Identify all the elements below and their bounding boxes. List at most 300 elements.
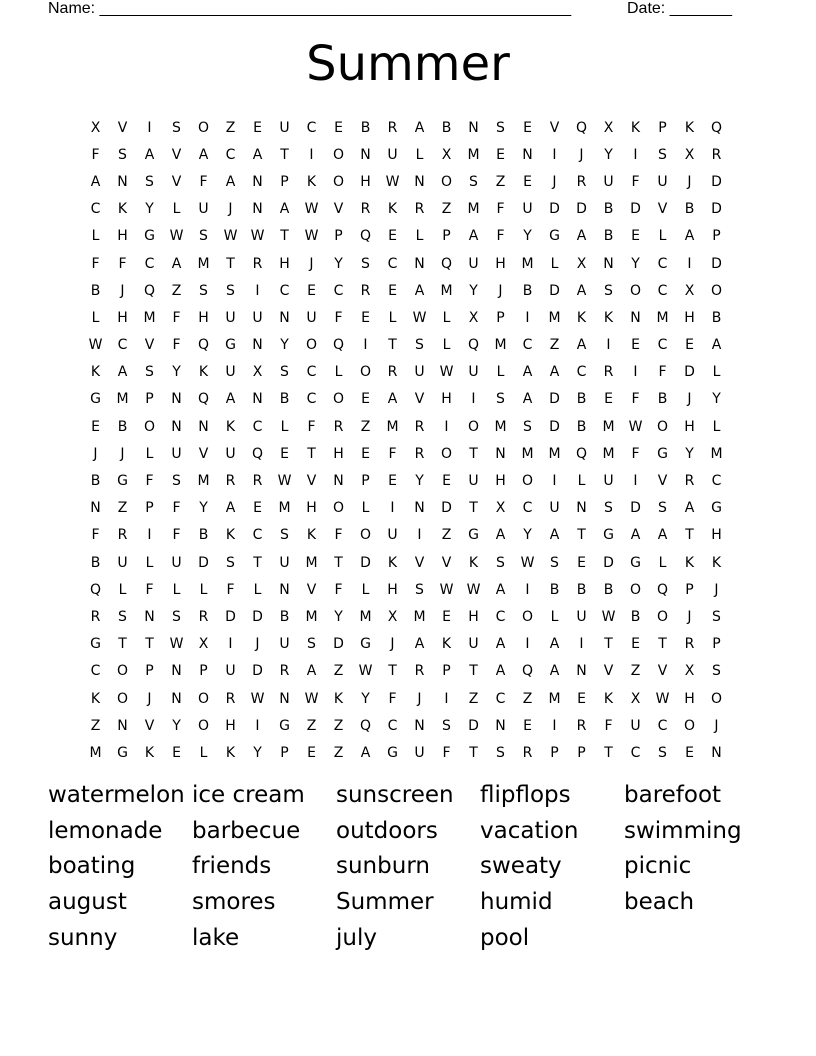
grid-letter: W bbox=[520, 554, 535, 571]
grid-letter: A bbox=[684, 228, 695, 245]
grid-letter: H bbox=[225, 717, 236, 734]
grid-letter: J bbox=[390, 636, 395, 653]
grid-letter: S bbox=[361, 255, 370, 272]
grid-letter: M bbox=[305, 554, 318, 571]
grid-letter: C bbox=[711, 473, 722, 490]
grid-letter: Q bbox=[575, 445, 588, 462]
word-bank-item: Summer bbox=[336, 889, 434, 916]
grid-letter: L bbox=[658, 228, 667, 245]
grid-letter: Q bbox=[89, 581, 102, 598]
grid-letter: N bbox=[522, 146, 533, 163]
grid-letter: J bbox=[714, 717, 719, 734]
grid-letter: D bbox=[252, 608, 263, 625]
grid-letter: B bbox=[630, 608, 641, 625]
grid-letter: G bbox=[117, 473, 128, 490]
grid-letter: C bbox=[252, 527, 263, 544]
grid-letter: N bbox=[414, 255, 425, 272]
grid-letter: S bbox=[280, 364, 289, 381]
grid-letter: B bbox=[90, 554, 101, 571]
grid-letter: G bbox=[711, 500, 722, 517]
grid-letter: V bbox=[333, 201, 344, 218]
word-bank-item: swimming bbox=[624, 817, 742, 844]
grid-letter: N bbox=[171, 690, 182, 707]
grid-letter: K bbox=[387, 201, 398, 218]
grid-letter: E bbox=[496, 146, 505, 163]
grid-letter: L bbox=[361, 500, 370, 517]
grid-letter: O bbox=[359, 364, 372, 381]
grid-letter: A bbox=[549, 364, 560, 381]
grid-letter: W bbox=[385, 173, 400, 190]
grid-letter: A bbox=[198, 146, 209, 163]
grid-letter: I bbox=[579, 636, 584, 653]
grid-letter: L bbox=[253, 581, 262, 598]
grid-letter: C bbox=[252, 418, 263, 435]
word-bank-item: barbecue bbox=[192, 817, 301, 844]
grid-letter: D bbox=[576, 201, 587, 218]
grid-letter: E bbox=[442, 473, 451, 490]
grid-letter: L bbox=[415, 228, 424, 245]
grid-letter: O bbox=[197, 690, 210, 707]
grid-letter: S bbox=[469, 173, 478, 190]
grid-letter: W bbox=[655, 690, 670, 707]
grid-letter: W bbox=[412, 309, 427, 326]
grid-letter: U bbox=[468, 255, 479, 272]
grid-letter: Z bbox=[630, 663, 641, 680]
grid-letter: V bbox=[549, 119, 560, 136]
grid-letter: U bbox=[603, 473, 614, 490]
grid-letter: M bbox=[548, 445, 561, 462]
grid-letter: S bbox=[442, 717, 451, 734]
grid-letter: R bbox=[522, 744, 533, 761]
grid-letter: N bbox=[279, 581, 290, 598]
grid-letter: L bbox=[199, 744, 208, 761]
grid-letter: L bbox=[172, 581, 181, 598]
grid-letter: A bbox=[549, 663, 560, 680]
grid-letter: T bbox=[280, 146, 289, 163]
grid-letter: S bbox=[280, 527, 289, 544]
word-bank-item: watermelon bbox=[48, 782, 185, 808]
grid-letter: M bbox=[710, 445, 723, 462]
grid-letter: J bbox=[147, 690, 152, 707]
grid-letter: S bbox=[172, 608, 181, 625]
grid-letter: H bbox=[684, 690, 695, 707]
grid-letter: U bbox=[657, 173, 668, 190]
grid-letter: T bbox=[253, 554, 262, 571]
grid-letter: L bbox=[361, 581, 370, 598]
grid-letter: R bbox=[279, 663, 290, 680]
grid-letter: K bbox=[603, 690, 614, 707]
grid-letter: E bbox=[253, 500, 262, 517]
grid-letter: S bbox=[550, 554, 559, 571]
grid-letter: P bbox=[577, 744, 586, 761]
grid-letter: W bbox=[250, 228, 265, 245]
grid-letter: E bbox=[172, 744, 181, 761]
grid-letter: T bbox=[280, 228, 289, 245]
grid-letter: P bbox=[685, 581, 694, 598]
grid-letter: F bbox=[658, 364, 667, 381]
grid-letter: L bbox=[550, 608, 559, 625]
grid-letter: K bbox=[90, 690, 101, 707]
grid-letter: J bbox=[309, 255, 314, 272]
grid-letter: S bbox=[496, 554, 505, 571]
grid-letter: X bbox=[90, 119, 101, 136]
grid-letter: V bbox=[171, 173, 182, 190]
grid-letter: F bbox=[307, 418, 316, 435]
word-bank-item: july bbox=[336, 924, 377, 951]
grid-letter: A bbox=[522, 364, 533, 381]
grid-letter: K bbox=[90, 364, 101, 381]
grid-letter: B bbox=[279, 391, 290, 408]
grid-letter: B bbox=[603, 201, 614, 218]
grid-letter: B bbox=[198, 527, 209, 544]
grid-letter: K bbox=[441, 636, 452, 653]
grid-letter: C bbox=[495, 690, 506, 707]
grid-letter: B bbox=[603, 228, 614, 245]
grid-letter: N bbox=[171, 663, 182, 680]
word-bank-item: sunburn bbox=[336, 853, 430, 880]
grid-letter: K bbox=[684, 119, 695, 136]
grid-letter: R bbox=[576, 173, 587, 190]
grid-letter: E bbox=[685, 337, 694, 354]
grid-letter: U bbox=[306, 309, 317, 326]
grid-letter: Y bbox=[172, 364, 181, 381]
grid-letter: Y bbox=[631, 255, 640, 272]
grid-letter: P bbox=[550, 744, 559, 761]
grid-letter: E bbox=[91, 418, 100, 435]
grid-letter: D bbox=[252, 663, 263, 680]
grid-letter: C bbox=[225, 146, 236, 163]
grid-letter: Y bbox=[712, 391, 721, 408]
grid-letter: T bbox=[577, 527, 586, 544]
grid-letter: H bbox=[711, 527, 722, 544]
grid-letter: V bbox=[603, 663, 614, 680]
grid-letter: U bbox=[198, 201, 209, 218]
grid-letter: W bbox=[628, 418, 643, 435]
grid-letter: Z bbox=[441, 527, 452, 544]
grid-letter: I bbox=[633, 146, 638, 163]
grid-letter: O bbox=[332, 173, 345, 190]
grid-letter: O bbox=[521, 473, 534, 490]
grid-letter: U bbox=[225, 445, 236, 462]
grid-letter: F bbox=[226, 581, 235, 598]
grid-letter: I bbox=[471, 391, 476, 408]
grid-letter: T bbox=[226, 255, 235, 272]
grid-letter: V bbox=[144, 717, 155, 734]
grid-letter: Z bbox=[549, 337, 560, 354]
grid-letter: F bbox=[496, 201, 505, 218]
grid-letter: A bbox=[630, 527, 641, 544]
grid-letter: S bbox=[172, 119, 181, 136]
grid-letter: Z bbox=[441, 201, 452, 218]
grid-letter: E bbox=[631, 228, 640, 245]
grid-letter: I bbox=[525, 581, 530, 598]
grid-letter: O bbox=[332, 146, 345, 163]
grid-letter: D bbox=[549, 418, 560, 435]
grid-letter: D bbox=[630, 201, 641, 218]
grid-letter: U bbox=[279, 636, 290, 653]
grid-letter: N bbox=[252, 173, 263, 190]
grid-letter: R bbox=[603, 364, 614, 381]
grid-letter: S bbox=[658, 146, 667, 163]
grid-letter: B bbox=[549, 581, 560, 598]
grid-letter: J bbox=[255, 636, 260, 653]
grid-letter: N bbox=[414, 717, 425, 734]
grid-letter: M bbox=[467, 201, 480, 218]
grid-letter: N bbox=[414, 173, 425, 190]
grid-letter: C bbox=[657, 282, 668, 299]
word-bank bbox=[48, 778, 768, 956]
grid-letter: S bbox=[523, 418, 532, 435]
word-bank-item: friends bbox=[192, 853, 272, 880]
grid-letter: M bbox=[305, 608, 318, 625]
grid-letter: Z bbox=[225, 119, 236, 136]
grid-letter: Y bbox=[253, 744, 262, 761]
grid-letter: Z bbox=[171, 282, 182, 299]
grid-letter: L bbox=[388, 309, 397, 326]
grid-letter: D bbox=[630, 500, 641, 517]
grid-letter: C bbox=[522, 500, 533, 517]
grid-letter: J bbox=[120, 282, 125, 299]
grid-letter: L bbox=[550, 255, 559, 272]
grid-letter: P bbox=[145, 663, 154, 680]
grid-letter: E bbox=[604, 391, 613, 408]
grid-letter: Y bbox=[415, 473, 424, 490]
grid-letter: D bbox=[468, 717, 479, 734]
grid-letter: S bbox=[118, 146, 127, 163]
grid-letter: N bbox=[333, 473, 344, 490]
grid-letter: R bbox=[414, 201, 425, 218]
grid-letter: G bbox=[387, 744, 398, 761]
grid-letter: S bbox=[145, 364, 154, 381]
grid-letter: A bbox=[360, 744, 371, 761]
grid-letter: S bbox=[658, 500, 667, 517]
grid-letter: W bbox=[250, 690, 265, 707]
grid-letter: U bbox=[117, 554, 128, 571]
grid-letter: A bbox=[576, 282, 587, 299]
grid-letter: A bbox=[90, 173, 101, 190]
grid-letter: R bbox=[711, 146, 722, 163]
grid-letter: P bbox=[712, 228, 721, 245]
grid-letter: L bbox=[91, 228, 100, 245]
grid-letter: Q bbox=[197, 391, 210, 408]
grid-letter: Y bbox=[334, 255, 343, 272]
grid-letter: A bbox=[495, 527, 506, 544]
grid-letter: G bbox=[225, 337, 236, 354]
grid-letter: U bbox=[225, 309, 236, 326]
grid-letter: H bbox=[279, 255, 290, 272]
grid-letter: M bbox=[521, 255, 534, 272]
grid-letter: F bbox=[118, 255, 127, 272]
grid-letter: F bbox=[145, 581, 154, 598]
grid-letter: G bbox=[630, 554, 641, 571]
grid-letter: Y bbox=[523, 228, 532, 245]
grid-letter: N bbox=[171, 418, 182, 435]
grid-letter: G bbox=[603, 527, 614, 544]
grid-letter: L bbox=[334, 364, 343, 381]
grid-letter: L bbox=[442, 309, 451, 326]
grid-letter: A bbox=[252, 146, 263, 163]
grid-letter: L bbox=[91, 309, 100, 326]
grid-letter: X bbox=[387, 608, 398, 625]
word-bank-item: flipflops bbox=[480, 782, 571, 808]
grid-letter: B bbox=[576, 391, 587, 408]
letter-grid bbox=[82, 114, 730, 767]
grid-letter: J bbox=[417, 690, 422, 707]
grid-letter: Q bbox=[656, 581, 669, 598]
grid-letter: B bbox=[90, 282, 101, 299]
grid-letter: V bbox=[657, 473, 668, 490]
grid-letter: F bbox=[91, 255, 100, 272]
grid-letter: K bbox=[576, 309, 587, 326]
grid-letter: Z bbox=[117, 500, 128, 517]
grid-letter: R bbox=[387, 364, 398, 381]
grid-letter: W bbox=[277, 473, 292, 490]
word-bank-item: boating bbox=[48, 853, 136, 880]
grid-letter: E bbox=[361, 309, 370, 326]
grid-letter: P bbox=[361, 473, 370, 490]
grid-letter: V bbox=[657, 663, 668, 680]
grid-letter: W bbox=[358, 663, 373, 680]
grid-letter: G bbox=[90, 391, 101, 408]
grid-letter: W bbox=[439, 364, 454, 381]
grid-letter: W bbox=[304, 201, 319, 218]
grid-letter: U bbox=[576, 608, 587, 625]
grid-letter: S bbox=[496, 391, 505, 408]
grid-letter: X bbox=[603, 119, 614, 136]
grid-letter: V bbox=[171, 146, 182, 163]
grid-letter: R bbox=[225, 473, 236, 490]
grid-letter: A bbox=[414, 282, 425, 299]
grid-letter: U bbox=[279, 119, 290, 136]
grid-letter: E bbox=[523, 173, 532, 190]
grid-letter: Z bbox=[360, 418, 371, 435]
grid-letter: S bbox=[712, 608, 721, 625]
grid-letter: S bbox=[307, 636, 316, 653]
grid-letter: B bbox=[576, 418, 587, 435]
grid-letter: Y bbox=[334, 608, 343, 625]
grid-letter: Q bbox=[467, 337, 480, 354]
grid-letter: F bbox=[172, 309, 181, 326]
grid-letter: E bbox=[523, 119, 532, 136]
grid-letter: R bbox=[684, 473, 695, 490]
grid-letter: M bbox=[548, 309, 561, 326]
grid-letter: B bbox=[360, 119, 371, 136]
grid-letter: I bbox=[525, 309, 530, 326]
grid-letter: R bbox=[414, 418, 425, 435]
grid-letter: N bbox=[252, 201, 263, 218]
grid-letter: T bbox=[307, 445, 316, 462]
grid-letter: O bbox=[143, 418, 156, 435]
grid-letter: N bbox=[495, 717, 506, 734]
grid-letter: R bbox=[387, 119, 398, 136]
grid-letter: M bbox=[197, 255, 210, 272]
grid-letter: O bbox=[332, 500, 345, 517]
word-bank-item: august bbox=[48, 889, 127, 916]
grid-letter: F bbox=[172, 527, 181, 544]
grid-letter: H bbox=[684, 418, 695, 435]
grid-letter: U bbox=[549, 500, 560, 517]
grid-letter: C bbox=[144, 255, 155, 272]
grid-letter: C bbox=[279, 282, 290, 299]
grid-letter: N bbox=[279, 309, 290, 326]
grid-letter: R bbox=[252, 473, 263, 490]
grid-letter: Y bbox=[145, 201, 154, 218]
grid-letter: Q bbox=[440, 255, 453, 272]
grid-letter: I bbox=[552, 473, 557, 490]
grid-letter: O bbox=[305, 337, 318, 354]
grid-letter: M bbox=[656, 309, 669, 326]
grid-letter: T bbox=[658, 636, 667, 653]
header bbox=[48, 0, 748, 20]
grid-letter: D bbox=[684, 364, 695, 381]
grid-letter: M bbox=[413, 608, 426, 625]
grid-letter: P bbox=[280, 173, 289, 190]
grid-letter: A bbox=[495, 663, 506, 680]
grid-letter: L bbox=[199, 581, 208, 598]
grid-letter: U bbox=[171, 554, 182, 571]
grid-letter: A bbox=[414, 119, 425, 136]
grid-letter: K bbox=[144, 744, 155, 761]
grid-letter: F bbox=[388, 690, 397, 707]
grid-letter: I bbox=[147, 527, 152, 544]
grid-letter: A bbox=[495, 636, 506, 653]
grid-letter: O bbox=[629, 282, 642, 299]
grid-letter: Y bbox=[280, 337, 289, 354]
grid-letter: B bbox=[441, 119, 452, 136]
grid-letter: M bbox=[278, 500, 291, 517]
grid-letter: J bbox=[120, 445, 125, 462]
grid-letter: N bbox=[603, 255, 614, 272]
grid-letter: N bbox=[144, 608, 155, 625]
grid-letter: I bbox=[255, 282, 260, 299]
grid-letter: C bbox=[657, 337, 668, 354]
grid-letter: F bbox=[442, 744, 451, 761]
grid-letter: S bbox=[604, 282, 613, 299]
grid-letter: T bbox=[604, 744, 613, 761]
grid-letter: Z bbox=[468, 690, 479, 707]
grid-letter: C bbox=[387, 255, 398, 272]
grid-letter: S bbox=[712, 663, 721, 680]
grid-letter: H bbox=[333, 445, 344, 462]
grid-letter: C bbox=[387, 717, 398, 734]
grid-letter: Z bbox=[495, 173, 506, 190]
grid-letter: C bbox=[90, 663, 101, 680]
grid-letter: I bbox=[525, 636, 530, 653]
grid-letter: O bbox=[116, 663, 129, 680]
grid-letter: R bbox=[117, 527, 128, 544]
grid-letter: M bbox=[89, 744, 102, 761]
grid-letter: S bbox=[199, 228, 208, 245]
grid-letter: U bbox=[225, 663, 236, 680]
grid-letter: G bbox=[468, 527, 479, 544]
grid-letter: P bbox=[442, 228, 451, 245]
word-bank-item: barefoot bbox=[624, 782, 722, 808]
grid-letter: T bbox=[604, 636, 613, 653]
grid-letter: X bbox=[441, 146, 452, 163]
grid-letter: G bbox=[117, 744, 128, 761]
grid-letter: H bbox=[117, 228, 128, 245]
grid-letter: H bbox=[495, 255, 506, 272]
grid-letter: P bbox=[145, 500, 154, 517]
word-bank-item: ice cream bbox=[192, 782, 305, 808]
grid-letter: A bbox=[657, 527, 668, 544]
grid-letter: W bbox=[439, 581, 454, 598]
grid-letter: N bbox=[711, 744, 722, 761]
grid-letter: C bbox=[657, 717, 668, 734]
grid-letter: M bbox=[494, 337, 507, 354]
grid-letter: T bbox=[469, 500, 478, 517]
grid-letter: E bbox=[685, 744, 694, 761]
